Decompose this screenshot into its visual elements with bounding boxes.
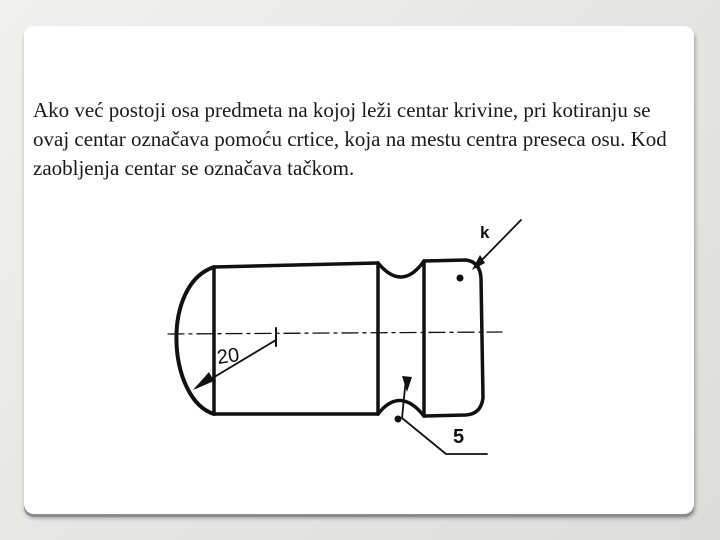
fillet-label: 5 (453, 426, 465, 448)
groove-center-dot (395, 416, 402, 423)
spherical-end-arc (176, 267, 214, 414)
neck-groove-bottom (378, 400, 424, 416)
head-outline (424, 260, 483, 416)
groove-arrowhead (402, 376, 412, 392)
corner-label: k (480, 223, 490, 242)
center-axis (168, 332, 502, 334)
body-top-edge (214, 263, 378, 267)
slide-body-text: Ako već postoji osa predmeta na kojoj leži centar krivine, pri kotiranju se ovaj centar označava pomoću crtice, koja na mestu centra preseca osu. Kod zaobljenja centar se označava tačkom. (33, 98, 667, 180)
radius-label: 20 (215, 344, 241, 369)
radius-arrowhead (193, 372, 214, 390)
neck-groove-top (378, 261, 424, 277)
fillet-center-dot (457, 275, 464, 282)
